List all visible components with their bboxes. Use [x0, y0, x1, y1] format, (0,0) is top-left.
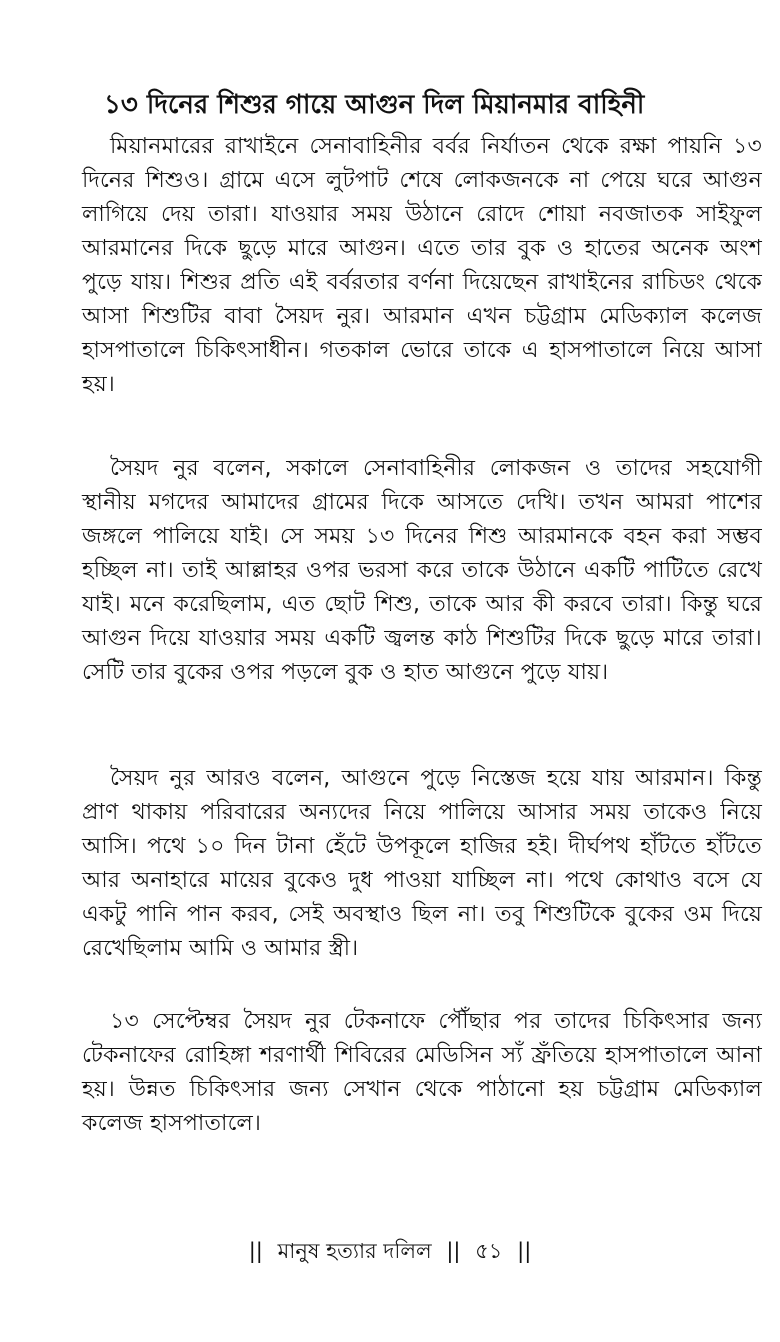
footer-book-title: মানুষ হত্যার দলিল — [277, 1239, 432, 1263]
footer-left-bars: || — [248, 1239, 263, 1263]
footer-mid-bars: || — [446, 1239, 461, 1263]
paragraph-2: সৈয়দ নুর বলেন, সকালে সেনাবাহিনীর লোকজন ও তাদের সহযোগী স্থানীয় মগদের আমাদের গ্রামের দিকে আসতে দেখি। তখন আমরা পাশের জঙ্গলে পালিয়ে যাই। সে সময় ১৩ দিনের শিশু আরমানকে বহন করা সম্ভব হচ্ছিল না। তাই আল্লাহর ওপর ভরসা করে তাকে উঠানে একটি পাটিতে রেখে যাই। মনে করেছিলাম, এত ছোট শিশু, তাকে আর কী করবে তারা। কিন্তু ঘরে আগুন দিয়ে যাওয়ার সময় একটি জ্বলন্ত কাঠ শিশুটির দিকে ছুড়ে মারে তারা। সেটি তার বুকের ওপর পড়লে বুক ও হাত আগুনে পুড়ে যায়। — [82, 456, 762, 685]
article-title: ১৩ দিনের শিশুর গায়ে আগুন দিল মিয়ানমার বাহিনী — [104, 90, 645, 120]
paragraph-1: মিয়ানমারের রাখাইনে সেনাবাহিনীর বর্বর নির্যাতন থেকে রক্ষা পায়নি ১৩ দিনের শিশুও। গ্রামে এসে লুটপাট শেষে লোকজনকে না পেয়ে ঘরে আগুন লাগিয়ে দেয় তারা। যাওয়ার সময় উঠানে রোদে শোয়া নবজাতক সাইফুল আরমানের দিকে ছুড়ে মারে আগুন। এতে তার বুক ও হাতের অনেক অংশ পুড়ে যায়। শিশুর প্রতি এই বর্বরতার বর্ণনা দিয়েছেন রাখাইনের রাচিডং থেকে আসা শিশুটির বাবা সৈয়দ নুর। আরমান এখন চট্টগ্রাম মেডিক্যাল কলেজ হাসপাতালে চিকিৎসাধীন। গতকাল ভোরে তাকে এ হাসপাতালে নিয়ে আসা হয়। — [82, 134, 762, 397]
paragraph-4: ১৩ সেপ্টেম্বর সৈয়দ নুর টেকনাফে পৌঁছার পর তাদের চিকিৎসার জন্য টেকনাফের রোহিঙ্গা শরণার্থী শিবিরের মেডিসিন স্যঁ ফ্রঁতিয়ে হাসপাতালে আনা হয়। উন্নত চিকিৎসার জন্য সেখান থেকে পাঠানো হয় চট্টগ্রাম মেডিক্যাল কলেজ হাসপাতালে। — [82, 1009, 762, 1136]
paragraph-3: সৈয়দ নুর আরও বলেন, আগুনে পুড়ে নিস্তেজ হয়ে যায় আরমান। কিন্তু প্রাণ থাকায় পরিবারের অন্যদের নিয়ে পালিয়ে আসার সময় তাকেও নিয়ে আসি। পথে ১০ দিন টানা হেঁটে উপকূলে হাজির হই। দীর্ঘপথ হাঁটতে হাঁটতে আর অনাহারে মায়ের বুকেও দুধ পাওয়া যাচ্ছিল না। পথে কোথাও বসে যে একটু পানি পান করব, সেই অবস্থাও ছিল না। তবু শিশুটিকে বুকের ওম দিয়ে রেখেছিলাম আমি ও আমার স্ত্রী। — [82, 766, 762, 961]
page-number: ৫১ — [475, 1239, 503, 1263]
footer-right-bars: || — [517, 1239, 532, 1263]
page-footer — [0, 1236, 780, 1266]
